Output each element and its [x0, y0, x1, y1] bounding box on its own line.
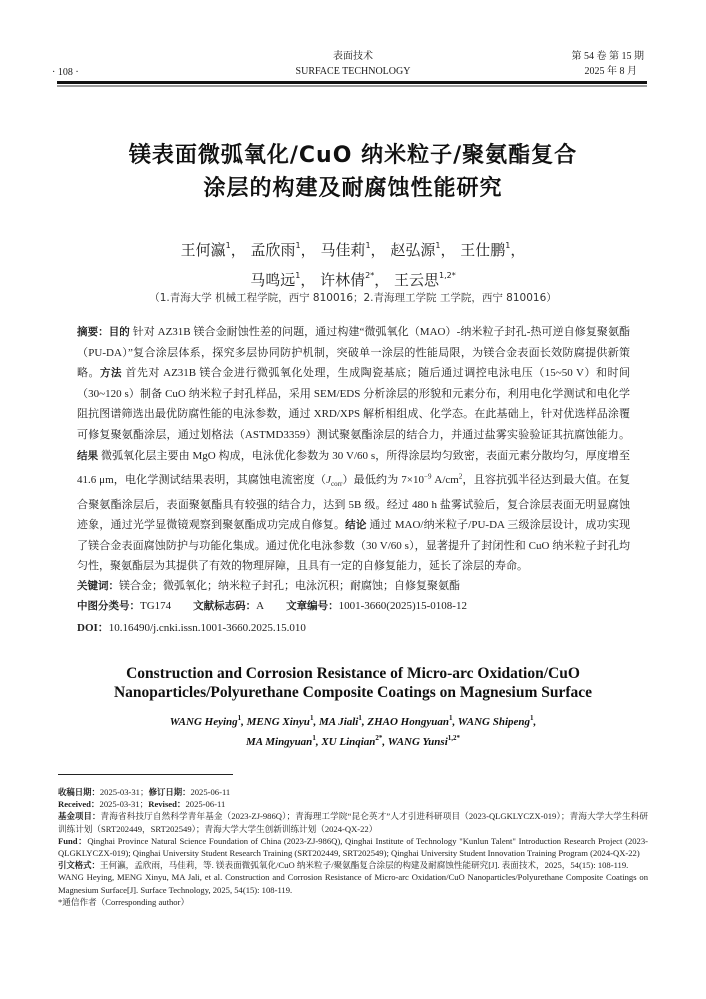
- paper-title-cn: [0, 139, 706, 205]
- clc-value: TG174: [140, 600, 172, 612]
- author-cn: 王何瀛$^1$，: [180, 241, 246, 259]
- author-en: MA Mingyuan$^1$,: [245, 734, 322, 748]
- received-cn: 收稿日期：2025-03-31；修订日期：2025-06-11: [58, 787, 231, 797]
- affiliation-cn: （1.青海大学 机械工程学院，西宁 810016；2.青海理工学院 工学院，西宁 810016）: [149, 292, 557, 304]
- purpose-label: 目的: [108, 326, 130, 338]
- author-list-en: [0, 710, 706, 750]
- article-no-label: 文章编号：: [286, 600, 339, 612]
- volume-issue: 第 54 卷 第 15 期: [571, 51, 644, 62]
- doi-value[interactable]: 10.16490/j.cnki.issn.1001-3660.2025.15.010: [108, 622, 306, 634]
- paper-title-en: [0, 664, 706, 702]
- clc-label: 中图分类号：: [77, 600, 140, 612]
- method-label: 方法: [100, 367, 123, 380]
- journal-name-en: SURFACE TECHNOLOGY: [295, 66, 411, 77]
- result-text: 微弧氧化层主要由 MgO 构成，电泳优化参数为 30 V/60 s，所得涂层均匀致密，表面元素分散均匀，厚度增至 41.6 μm，电化学测试结果表明，其腐蚀电流密度$(J_{corr})$最低约为 $7\times 10^{-9}$ $A/cm^2$，且容抗弧半径达到最大值。在复合聚氨酯涂层后，表面聚氨酯具有较强的结合力，达到 5B 级。经过 480 h 盐雾试验后，复合涂层表面无明显腐蚀迹象，通过光学显微镜观察到聚氨酯成功完成自修复。: [77, 449, 631, 532]
- author-cn: 赵弘源$^1$，: [390, 241, 456, 259]
- result-label: 结果: [77, 449, 99, 462]
- conclusion-text: 通过 MAO/纳米粒子/PU-DA 三级涂层设计，成功实现了镁合金表面腐蚀防护与功能化集成。通过优化电泳参数（30 V/60 s），显著提升了封闭性和 CuO 纳米粒子封孔均匀性，聚氨酯层为其提供了有效的物理屏障，且具有一定的自修复能力，延长了涂层的寿命。: [77, 519, 631, 573]
- doi-line: [77, 619, 306, 635]
- author-cn: 马佳莉$^1$，: [320, 241, 386, 259]
- author-cn: 孟欣雨$^1$，: [250, 241, 316, 259]
- keywords: [77, 577, 460, 593]
- author-line-2: [0, 263, 706, 293]
- classification-line: [77, 598, 467, 613]
- author-en: MENG Xinyu$^1$,: [246, 714, 319, 728]
- author-cn: 王云思$^{1,2*}$: [394, 271, 456, 289]
- footnote-divider: [58, 774, 233, 775]
- conclusion-label: 结论: [345, 519, 367, 532]
- purpose-text: 针对 AZ31B 镁合金耐蚀性差的问题，通过构建“微弧氧化（MAO）-纳米粒子封孔-热可逆自修复聚氨酯（PU-DA）”复合涂层体系，探究多层协同防护机制，突破单一涂层的性能局限，为镁合金表面长效防腐提供新策略。: [77, 326, 631, 380]
- author-en: WANG Yunsi$^{1,2*}$: [387, 734, 461, 748]
- method-text: 首先对 AZ31B 镁合金进行微弧氧化处理，生成陶瓷基底；随后通过调控电泳电压（15~50 V）和时间（30~120 s）制备 CuO 纳米粒子封孔样品，采用 SEM/EDS 分析涂层的形貌和元素分布，利用电化学测试和电化学阻抗图谱筛选出最优防腐性能的电泳参数，通过 XRD/XPS 解析相组成、化学态。在此基础上，针对优选样品涂覆可修复聚氨酯涂层，通过划格法（ASTMD3359）测试聚氨酯涂层的结合力，并通过盐雾实验验证其抗腐蚀能力。: [77, 367, 630, 441]
- issue-date: 2025 年 8 月: [584, 66, 637, 77]
- fund-en: Fund：Qinghai Province Natural Science Foundation of China (2023-ZJ-986Q), Qinghai Institute of Technology "Kunlun Talent" Introduction Research Project (2023-QLGKLYCZX-019); Qinghai University Student Research Training (SRT202449, SRT202549); Qinghai University Student Innovation Training Program (2024-QX-22): [58, 835, 648, 859]
- title-cn-line-2: 涂层的构建及耐腐蚀性能研究: [203, 176, 503, 201]
- author-en: MA Jiali$^1$,: [318, 714, 368, 728]
- footnotes: [58, 786, 648, 908]
- abstract-label: 摘要：: [77, 326, 109, 338]
- fund-cn: 基金项目：青海省科技厅自然科学青年基金（2023-ZJ-986Q）；青海理工学院“昆仑英才”人才引进科研项目（2023-QLGKLYCZX-019）；青海大学大学生科研训练计划（SRT202449，SRT202549）；青海大学大学生创新训练计划（2024-QX-22）: [58, 811, 648, 834]
- article-no-value: 1001-3660(2025)15-0108-12: [338, 600, 467, 612]
- citation-en: WANG Heying, MENG Xinyu, MA Jali, et al. Construction and Corrosion Resistance of Micro-arc Oxidation/CuO Nanoparticles/Polyurethane Composite Coatings on Magnesium Surface[J]. Surface Technology, 2025, 54(15): 108-119.: [58, 872, 648, 895]
- abstract: [77, 322, 630, 577]
- received-en: Received：2025-03-31；Revised：2025-06-11: [58, 799, 226, 810]
- author-en: WANG Shipeng$^1$,: [457, 714, 537, 728]
- corresponding-author-note: *通信作者（Corresponding author）: [58, 896, 190, 907]
- author-en-line-2: [0, 730, 706, 750]
- header-rule-thick: [57, 81, 647, 84]
- title-cn-line-1: 镁表面微弧氧化/CuO 纳米粒子/聚氨酯复合: [128, 143, 578, 168]
- author-en: XU Linqian$^{2*}$,: [321, 734, 388, 748]
- citation-cn: 引文格式：王何瀛，孟欣雨，马佳莉，等. 镁表面微弧氧化/CuO 纳米粒子/聚氨酯复合涂层的构建及耐腐蚀性能研究[J]. 表面技术，2025，54(15): 108-119.: [58, 860, 629, 871]
- title-en-line-1: Construction and Corrosion Resistance of Micro-arc Oxidation/CuO: [126, 665, 580, 682]
- author-en: ZHAO Hongyuan$^1$,: [367, 714, 458, 728]
- doc-code-value: A: [256, 600, 265, 612]
- doc-code-label: 文献标志码：: [193, 600, 257, 612]
- issue-info: [572, 49, 645, 79]
- author-cn: 许林倩$^{2*}$，: [320, 271, 390, 289]
- journal-name-cn: 表面技术: [333, 51, 373, 62]
- page-number: · 108 ·: [52, 67, 79, 78]
- title-en-line-2: Nanoparticles/Polyurethane Composite Coatings on Magnesium Surface: [113, 684, 593, 701]
- author-cn: 马鸣远$^1$，: [250, 271, 316, 289]
- keywords-label: 关键词：: [77, 580, 119, 592]
- header-rule-thin: [57, 85, 647, 87]
- author-cn: 王仕鹏$^1$，: [460, 241, 526, 259]
- author-en-line-1: [0, 710, 706, 730]
- keywords-value: 镁合金；微弧氧化；纳米粒子封孔；电泳沉积；耐腐蚀；自修复聚氨酯: [119, 580, 460, 592]
- doi-label: DOI：: [77, 622, 109, 634]
- author-en: WANG Heying$^1$,: [169, 714, 247, 728]
- author-list-cn: [0, 233, 706, 293]
- author-line-1: [0, 233, 706, 263]
